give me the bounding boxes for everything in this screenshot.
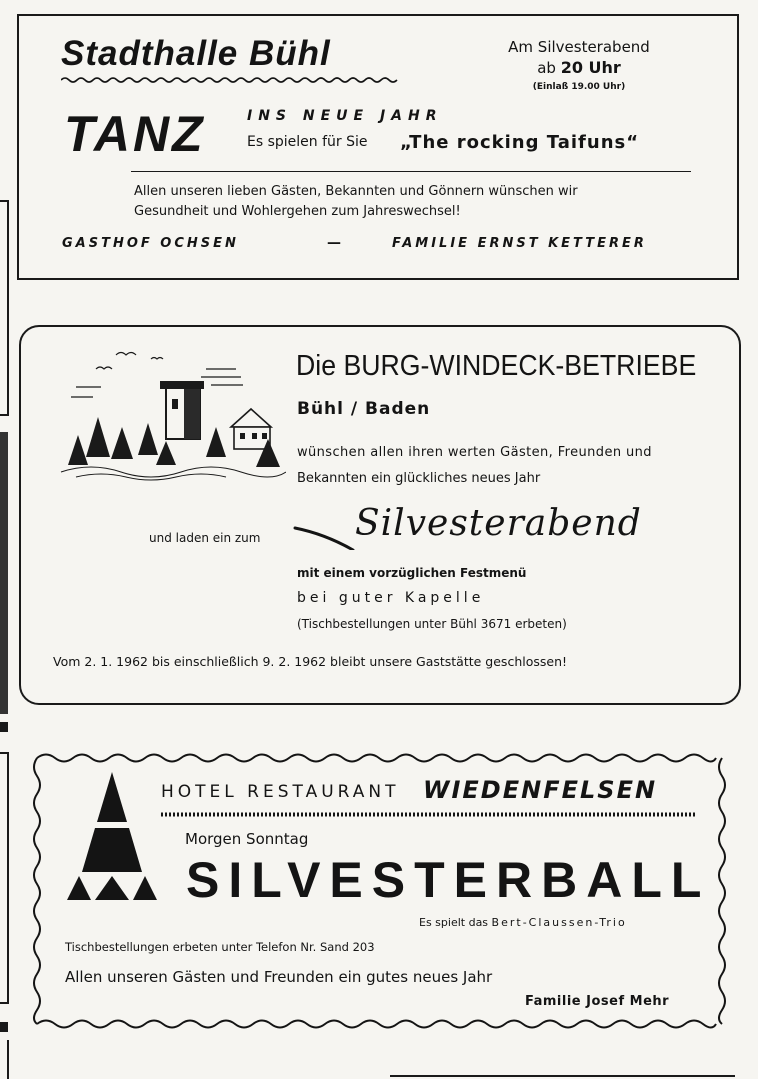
band-intro: Es spielen für Sie <box>247 134 368 150</box>
divider <box>131 171 691 172</box>
closed-notice: Vom 2. 1. 1962 bis einschließlich 9. 2. 1962 bleibt unsere Gaststätte geschlossen! <box>53 654 568 669</box>
subheadline: INS NEUE JAHR <box>247 108 443 124</box>
time-prefix: ab <box>537 59 556 77</box>
wish-line-2: Bekannten ein glückliches neues Jahr <box>297 471 541 486</box>
greeting-line-2: Gesundheit und Wohlergehen zum Jahreswechsel! <box>134 204 461 219</box>
ad-stadthalle <box>17 14 739 280</box>
music-line <box>419 916 627 929</box>
page-edge-mark <box>0 722 8 732</box>
event-day: Morgen Sonntag <box>185 830 309 848</box>
next-ad-rule <box>390 1075 735 1077</box>
separator-dash: — <box>327 235 341 251</box>
page-edge-mark <box>7 200 9 415</box>
event-script-title: Silvesterabend <box>355 503 642 544</box>
band-name: „The rocking Taifuns“ <box>400 132 640 153</box>
greeting-line-1: Allen unseren lieben Gästen, Bekannten und Gönnern wünschen wir <box>134 184 578 199</box>
wish-line-1: wünschen allen ihren werten Gästen, Freunden und <box>297 445 652 460</box>
wavy-underline <box>61 76 401 84</box>
music-trio: Bert-Claussen-Trio <box>491 916 627 929</box>
headline-tanz: TANZ <box>64 106 206 162</box>
ad-wiedenfelsen <box>31 750 731 1032</box>
time-line-1: Am Silvesterabend <box>508 38 650 56</box>
hotel-name: WIEDENFELSEN <box>423 776 658 804</box>
music-prefix: Es spielt das <box>419 916 489 929</box>
invite-text: und laden ein zum <box>149 531 261 545</box>
time-line-2 <box>499 58 659 77</box>
host-name: GASTHOF OCHSEN <box>62 236 239 251</box>
company-location: Bühl / Baden <box>297 399 431 419</box>
page-edge-bar <box>0 432 8 714</box>
booking-line: (Tischbestellungen unter Bühl 3671 erbeten) <box>297 617 567 631</box>
page-edge-mark <box>0 414 9 416</box>
family-signature: Familie Josef Mehr <box>525 994 670 1009</box>
dotted-rule <box>161 812 696 817</box>
hotel-label: HOTEL RESTAURANT <box>161 782 400 802</box>
family-name: FAMILIE ERNST KETTERER <box>392 236 647 251</box>
venue-title: Stadthalle Bühl <box>61 34 331 73</box>
start-time: 20 Uhr <box>560 58 621 77</box>
wish-line: Allen unseren Gästen und Freunden ein gutes neues Jahr <box>65 968 493 986</box>
band-line: bei guter Kapelle <box>297 590 485 606</box>
event-title: SILVESTERBALL <box>186 852 711 908</box>
page-edge-mark <box>0 1002 9 1004</box>
page-edge-mark <box>7 752 9 1002</box>
castle-illustration-icon <box>56 347 286 482</box>
triangle-mountain-logo-icon <box>67 772 157 900</box>
script-swoosh <box>293 510 363 550</box>
page-edge-mark <box>0 1022 8 1032</box>
menu-line: mit einem vorzüglichen Festmenü <box>297 566 527 580</box>
admission-time: (Einlaß 19.00 Uhr) <box>532 82 626 92</box>
company-name: Die BURG-WINDECK-BETRIEBE <box>296 350 697 382</box>
ad-burg-windeck <box>19 325 741 705</box>
page-edge-mark <box>7 1040 9 1079</box>
booking-line: Tischbestellungen erbeten unter Telefon Nr. Sand 203 <box>65 940 375 954</box>
